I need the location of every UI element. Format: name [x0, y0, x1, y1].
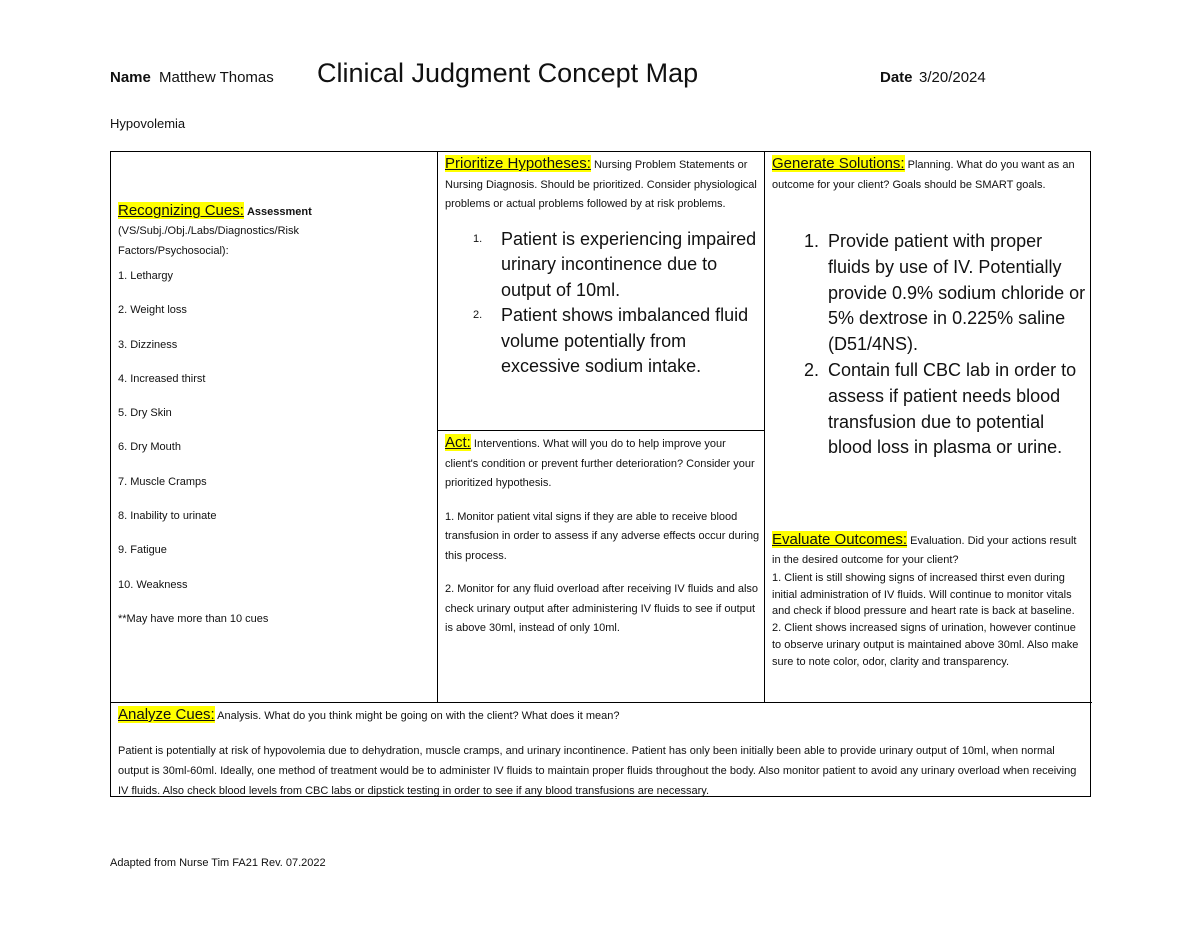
list-item: 9. Fatigue	[118, 544, 167, 557]
list-item: 5. Dry Skin	[118, 407, 172, 420]
generate-solutions-section	[772, 154, 1087, 461]
generate-solutions-heading: Generate Solutions:	[772, 155, 905, 172]
recognizing-cues-subheading: Assessment	[246, 206, 312, 218]
evaluation-item-1: 1. Client is still showing signs of increased thirst even during initial administration of IV fluids. Will continue to monitor vitals and check if blood pressure and heart rate is back at baseline.	[772, 572, 1075, 618]
concept-map-table	[110, 151, 1091, 797]
act-heading: Act:	[445, 434, 471, 451]
column-divider-1	[437, 152, 438, 702]
solution-text: Contain full CBC lab in order to assess if patient needs blood transfusion due to potential blood loss in plasma or urine.	[828, 359, 1077, 458]
list-number: 1.	[473, 232, 483, 245]
list-item	[772, 229, 1087, 358]
list-item	[772, 358, 1087, 461]
list-item: 4. Increased thirst	[118, 372, 206, 385]
act-intervention-1: 1. Monitor patient vital signs if they are able to receive blood transfusion in order to assess if any adverse effects occur during this process.	[445, 510, 760, 562]
act-description: Interventions. What will you do to help improve your client's condition or prevent further deterioration? Consider your prioritized hypothesis.	[445, 438, 755, 489]
prioritize-hypotheses-heading: Prioritize Hypotheses:	[445, 155, 591, 172]
footer-text: Adapted from Nurse Tim FA21 Rev. 07.2022	[110, 857, 326, 869]
hypotheses-list	[445, 227, 760, 380]
recognizing-cues-description-2: Factors/Psychosocial):	[118, 244, 229, 257]
list-item: 10. Weakness	[118, 578, 188, 591]
generate-solutions-description: Planning. What do you want as an outcome for your client? Goals should be SMART goals.	[772, 159, 1075, 191]
topic-label: Hypovolemia	[110, 116, 186, 131]
solutions-list	[772, 229, 1087, 461]
list-item	[445, 227, 760, 304]
date-label: Date	[880, 69, 913, 86]
list-item: 3. Dizziness	[118, 338, 178, 351]
solution-text: Provide patient with proper fluids by use of IV. Potentially provide 0.9% sodium chloride or 5% dextrose in 0.225% saline (D51/4NS).	[828, 231, 1086, 355]
document-header	[110, 56, 1010, 96]
evaluation-item-2: 2. Client shows increased signs of urination, however continue to observe urinary output is maintained above 30ml. Also make sure to note color, odor, clarity and transparency.	[772, 622, 1079, 668]
recognizing-cues-description-1: (VS/Subj./Obj./Labs/Diagnostics/Risk	[118, 225, 299, 237]
hypothesis-text: Patient shows imbalanced fluid volume potentially from excessive sodium intake.	[501, 305, 749, 376]
evaluate-outcomes-section	[772, 530, 1088, 670]
analysis-text: Patient is potentially at risk of hypovolemia due to dehydration, muscle cramps, and urinary incontinence. Patient has only been initially been able to provide urinary output of 10ml, when normal output is 30ml-60ml. Ideally, one method of treatment would be to administer IV fluids to maintain proper fluids throughout the body. Also monitor patient to avoid any urinary overload when receiving IV fluids. Also check blood levels from CBC labs or dipstick testing in order to see if any blood transfusions are necessary.	[118, 744, 1077, 797]
list-number: 2.	[473, 309, 483, 321]
cues-list	[118, 267, 430, 644]
recognizing-cues-section	[118, 201, 430, 644]
hypothesis-text: Patient is experiencing impaired urinary incontinence due to output of 10ml.	[501, 228, 757, 300]
evaluate-outcomes-heading: Evaluate Outcomes:	[772, 531, 908, 548]
evaluate-outcomes-description: Evaluation. Did your actions result in the desired outcome for your client?	[772, 535, 1077, 566]
list-item	[445, 303, 760, 380]
page-title: Clinical Judgment Concept Map	[317, 58, 699, 88]
analyze-cues-description: Analysis. What do you think might be going on with the client? What does it mean?	[214, 710, 620, 722]
list-item: 8. Inability to urinate	[118, 510, 217, 523]
list-item: 7. Muscle Cramps	[118, 475, 207, 488]
act-intervention-2: 2. Monitor for any fluid overload after receiving IV fluids and also check urinary output after administering IV fluids to see if output is above 30ml, instead of only 10ml.	[445, 583, 759, 634]
date-value: 3/20/2024	[919, 69, 986, 86]
cues-note: **May have more than 10 cues	[118, 612, 269, 625]
column-divider-2	[764, 152, 765, 702]
list-item: 6. Dry Mouth	[118, 441, 181, 454]
list-number: 1.	[804, 231, 820, 251]
analyze-cues-section	[118, 705, 1083, 801]
list-number: 2.	[804, 359, 820, 380]
analyze-cues-heading: Analyze Cues:	[118, 706, 215, 723]
prioritize-hypotheses-section	[445, 154, 760, 380]
prioritize-hypotheses-description: Nursing Problem Statements or Nursing Diagnosis. Should be prioritized. Consider physiological problems or actual problems followed by at risk problems.	[445, 159, 757, 210]
list-item: 1. Lethargy	[118, 270, 174, 282]
hypotheses-act-divider	[437, 430, 765, 431]
name-value: Matthew Thomas	[159, 69, 274, 86]
analyze-row-divider	[111, 702, 1092, 703]
name-label: Name	[110, 69, 151, 86]
act-section	[445, 433, 760, 639]
recognizing-cues-heading: Recognizing Cues:	[118, 202, 244, 219]
list-item: 2. Weight loss	[118, 304, 187, 317]
